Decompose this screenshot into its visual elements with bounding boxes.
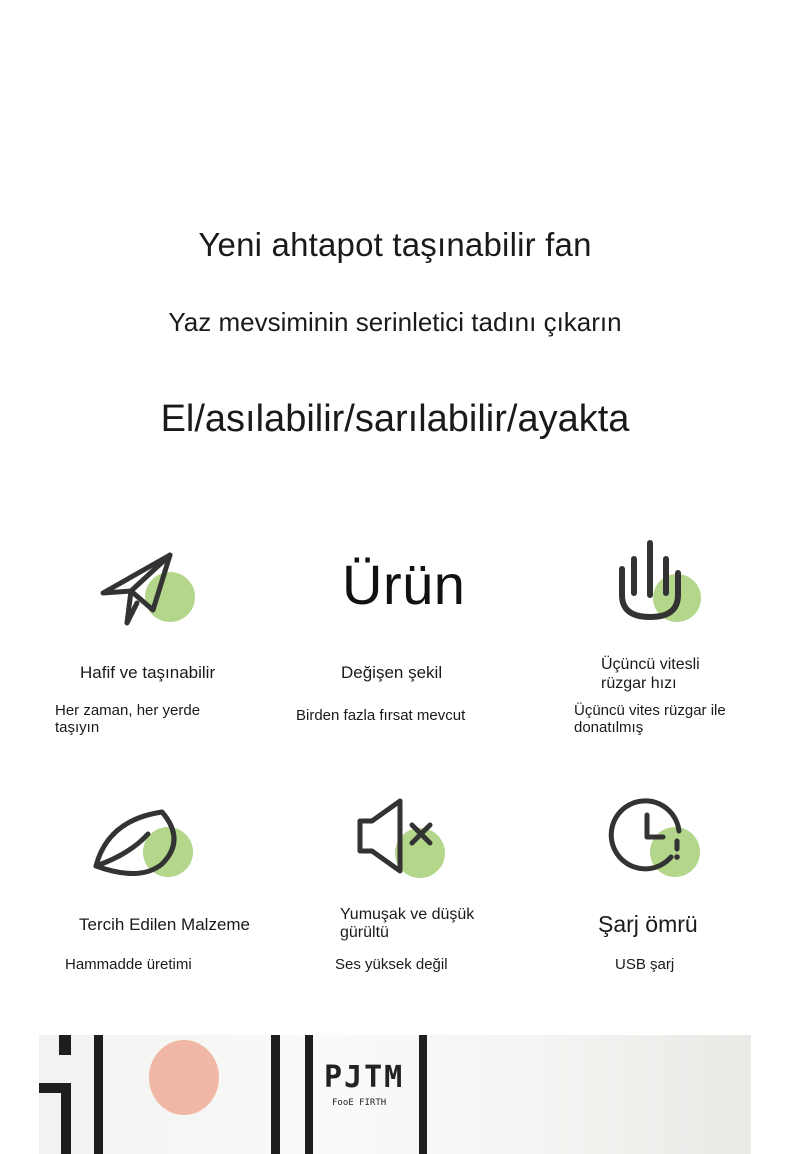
feature-title-lightweight: Hafif ve taşınabilir bbox=[80, 663, 216, 682]
lifestyle-photo bbox=[39, 1035, 751, 1154]
feature-desc-material: Hammadde üretimi bbox=[65, 956, 192, 973]
feature-desc-battery: USB şarj bbox=[615, 956, 675, 973]
headline: Yeni ahtapot taşınabilir fan bbox=[198, 226, 592, 263]
clock-icon bbox=[605, 797, 715, 897]
poster-subtext: FooE FIRTH bbox=[332, 1098, 387, 1108]
speaker-mute-icon bbox=[350, 795, 460, 895]
poster-text: PJTM bbox=[324, 1060, 405, 1095]
leaf-icon bbox=[90, 800, 200, 900]
feature-title-speed: Üçüncü vitesli rüzgar hızı bbox=[601, 656, 700, 692]
feature-desc-noise: Ses yüksek değil bbox=[335, 956, 448, 973]
feature-title-shape: Değişen şekil bbox=[341, 663, 443, 682]
feature-desc-shape: Birden fazla fırsat mevcut bbox=[296, 707, 466, 724]
subheadline: Yaz mevsiminin serinletici tadını çıkarın bbox=[168, 307, 622, 337]
modes-text: El/asılabilir/sarılabilir/ayakta bbox=[160, 398, 630, 440]
feature-desc-lightweight: Her zaman, her yerde taşıyın bbox=[55, 702, 201, 736]
urun-text: Ürün bbox=[342, 553, 466, 616]
feature-title-battery: Şarj ömrü bbox=[598, 911, 698, 937]
hand-icon bbox=[600, 535, 710, 635]
feature-desc-speed: Üçüncü vites rüzgar ile donatılmış bbox=[574, 702, 726, 736]
poster-decoration bbox=[149, 1040, 219, 1115]
paper-plane-icon bbox=[95, 545, 205, 645]
feature-title-noise: Yumuşak ve düşük gürültü bbox=[340, 906, 475, 941]
feature-title-material: Tercih Edilen Malzeme bbox=[79, 915, 251, 934]
